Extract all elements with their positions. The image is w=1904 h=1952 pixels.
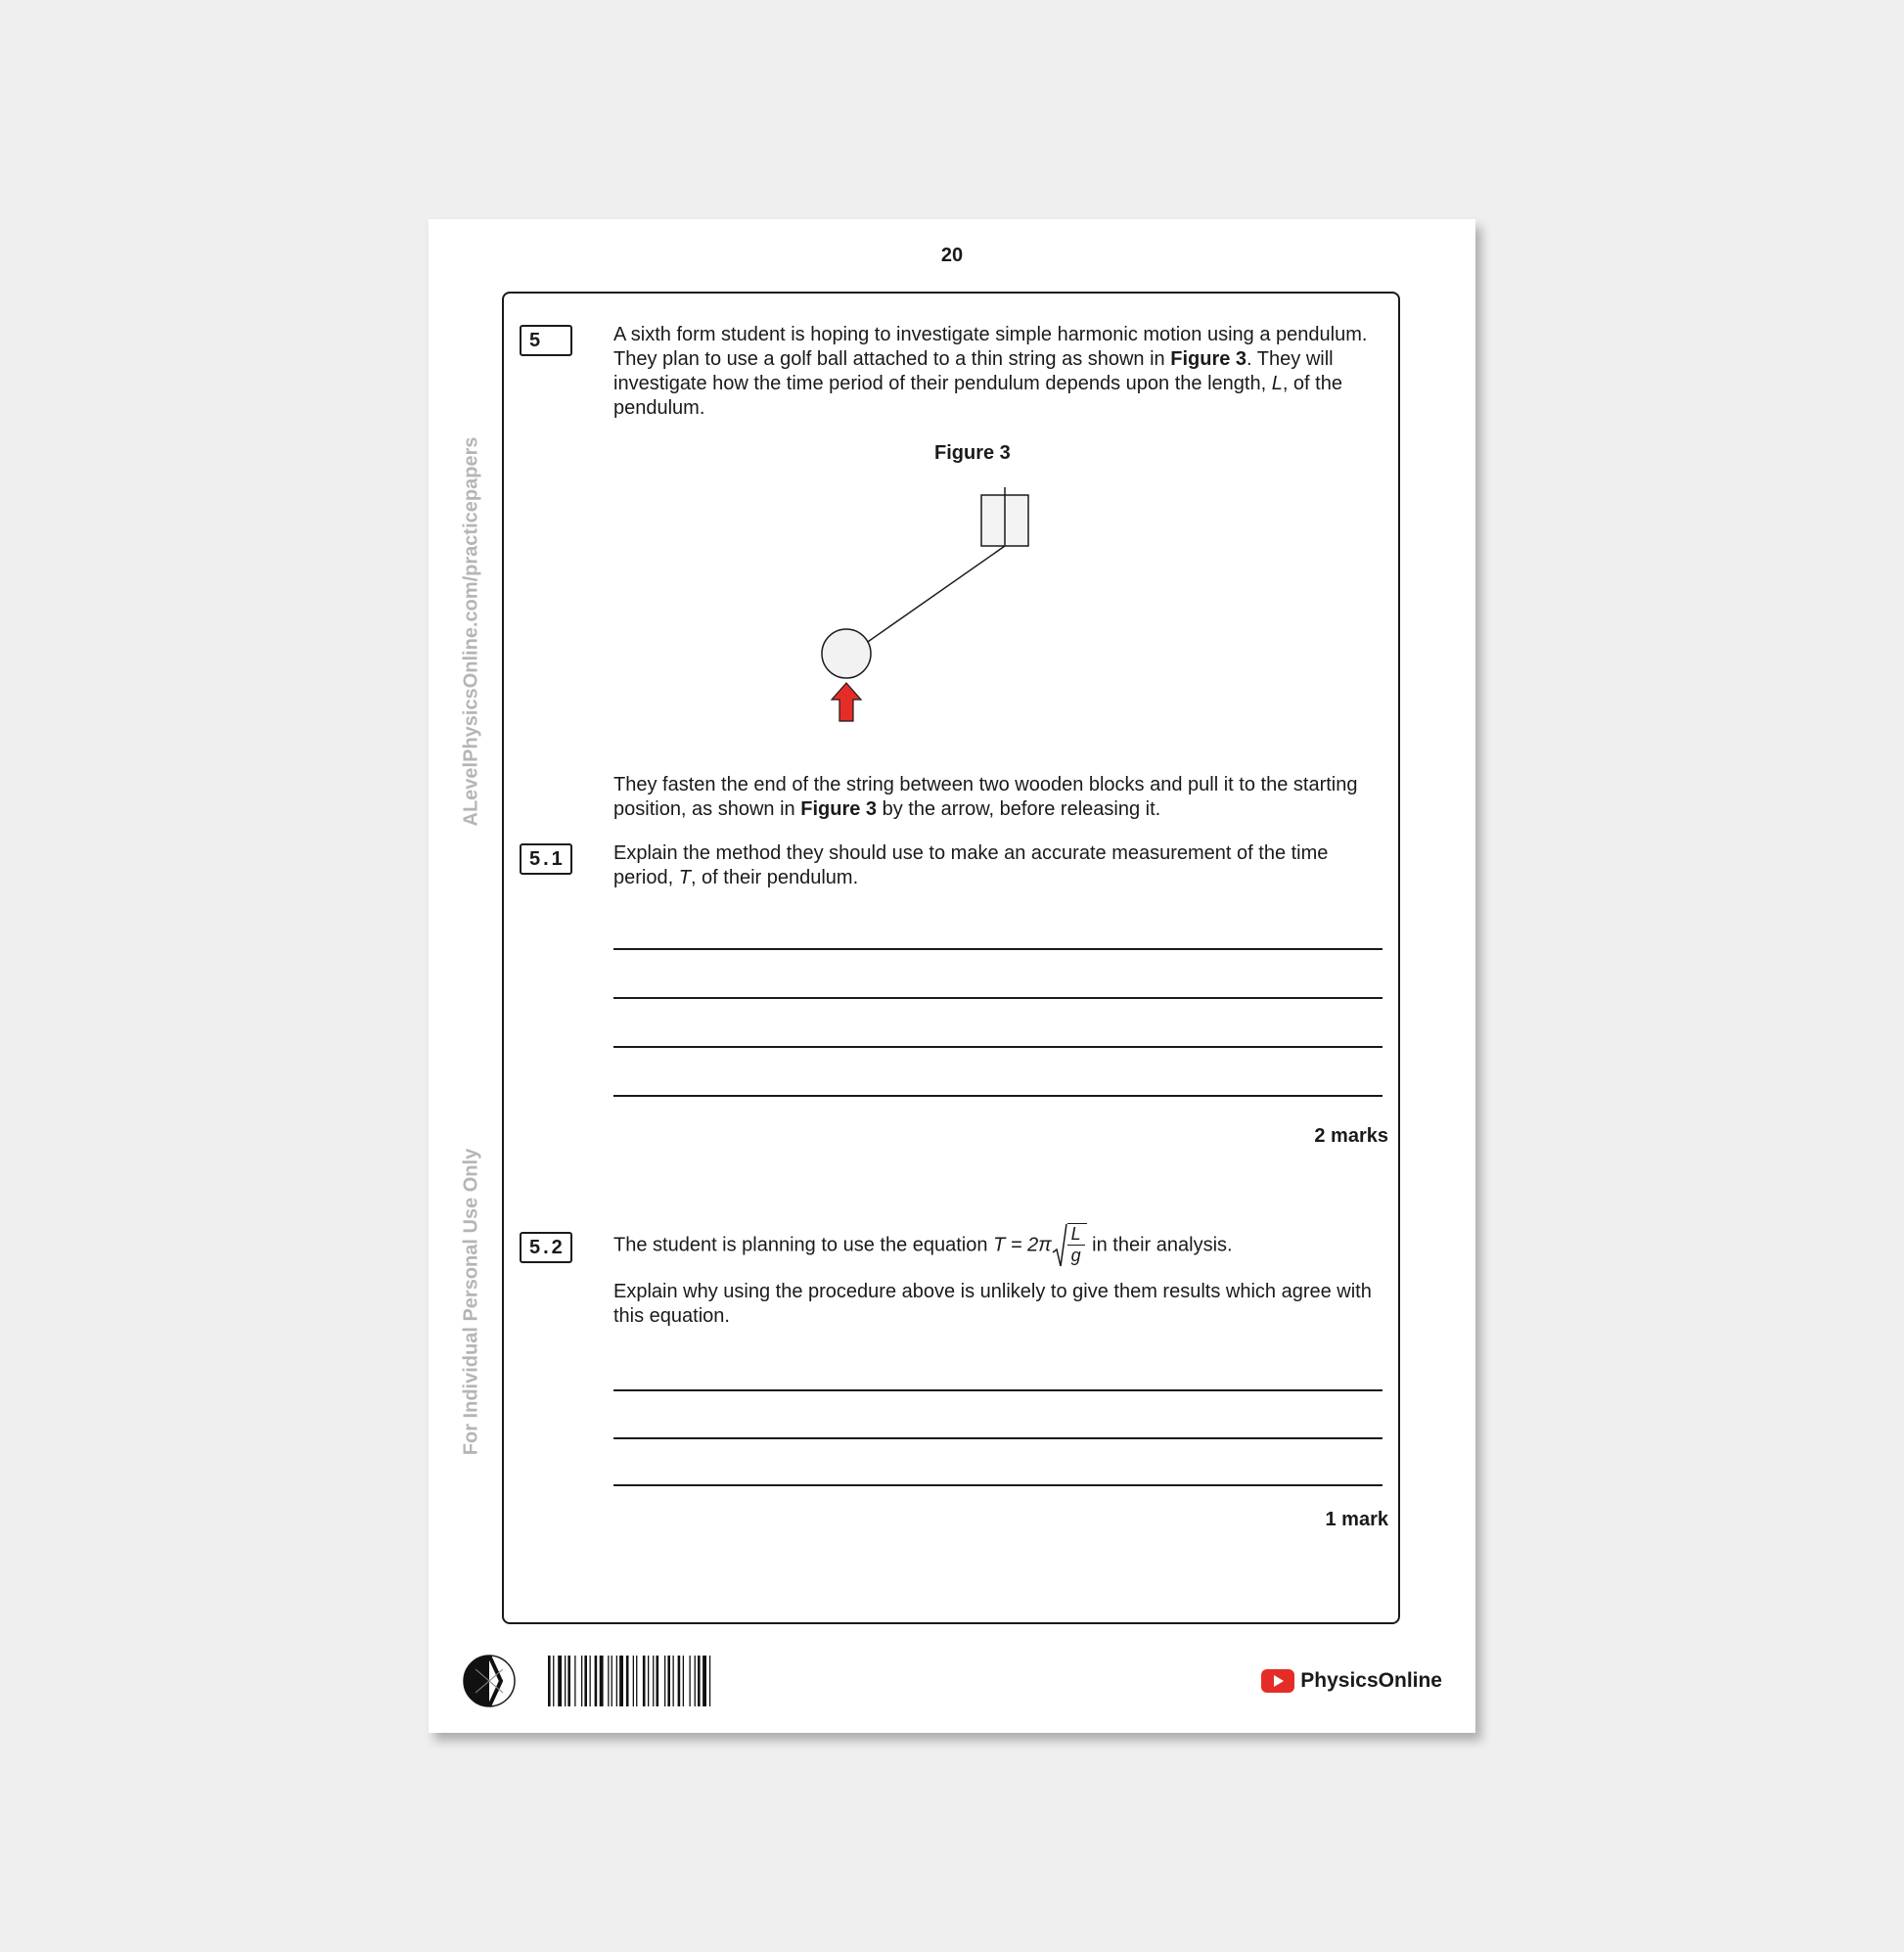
intro-figure-ref: Figure 3 bbox=[1170, 348, 1247, 370]
answer-line[interactable] bbox=[613, 1046, 1383, 1048]
q52-text-before-eq: The student is planning to use the equation bbox=[613, 1234, 994, 1256]
brand-name: PhysicsOnline bbox=[1300, 1669, 1442, 1692]
answer-line[interactable] bbox=[613, 997, 1383, 999]
page-number: 20 bbox=[940, 245, 964, 266]
figure-title: Figure 3 bbox=[934, 442, 1011, 464]
answer-line[interactable] bbox=[613, 1389, 1383, 1391]
side-watermark-url: ALevelPhysicsOnline.com/practicepapers bbox=[460, 436, 482, 827]
pendulum-figure bbox=[758, 479, 1052, 812]
intro-text-1: A sixth form student is hoping to investigate simple harmonic motion using a pendulum. They plan to use a golf ball attached to a thin string as shown in bbox=[613, 324, 1368, 370]
brand-logo bbox=[1261, 1669, 1442, 1693]
question-5-1-text bbox=[613, 841, 1386, 890]
after-figure-text-1: They fasten the end of the string between two wooden blocks and pull it to the starting position, as shown in bbox=[613, 774, 1358, 820]
fraction-numerator: L bbox=[1067, 1224, 1085, 1246]
question-number-box: 5 bbox=[520, 325, 572, 356]
equation-lhs: T = 2π bbox=[993, 1234, 1052, 1256]
question-5-2-box: 5.2 bbox=[520, 1232, 572, 1263]
answer-line[interactable] bbox=[613, 1095, 1383, 1097]
radical-sign-icon bbox=[1052, 1223, 1067, 1268]
barcode-icon bbox=[548, 1656, 769, 1706]
exam-page bbox=[429, 219, 1475, 1733]
intro-text-2: . They will investigate how the time period of their pendulum depends upon the length, bbox=[613, 348, 1334, 394]
q51-text-1: Explain the method they should use to make an accurate measurement of the time period, bbox=[613, 842, 1329, 888]
after-figure-ref: Figure 3 bbox=[800, 798, 878, 820]
after-figure-text-2: by the arrow, before releasing it. bbox=[877, 798, 1161, 820]
square-root bbox=[1052, 1223, 1087, 1268]
fraction-denominator: g bbox=[1070, 1246, 1081, 1265]
q51-variable: T bbox=[678, 867, 691, 888]
question-intro bbox=[613, 323, 1386, 421]
answer-line[interactable] bbox=[613, 1437, 1383, 1439]
question-5-2-text: Explain why using the procedure above is unlikely to give them results which agree with this equation. bbox=[613, 1281, 1372, 1327]
pendulum-string bbox=[865, 546, 1005, 644]
question-5-2-equation-line bbox=[613, 1223, 1386, 1268]
intro-text-3: , of the pendulum. bbox=[613, 373, 1342, 419]
youtube-icon bbox=[1261, 1669, 1294, 1693]
exam-logo-icon bbox=[462, 1654, 517, 1708]
answer-line[interactable] bbox=[613, 1484, 1383, 1486]
equation-fraction bbox=[1067, 1224, 1085, 1266]
marks-5-2: 1 mark bbox=[1325, 1509, 1388, 1530]
answer-line[interactable] bbox=[613, 948, 1383, 950]
golf-ball bbox=[822, 629, 871, 678]
after-figure-text bbox=[613, 773, 1386, 822]
marks-5-1: 2 marks bbox=[1314, 1125, 1388, 1147]
question-frame bbox=[502, 292, 1400, 1624]
side-watermark-usage: For Individual Personal Use Only bbox=[460, 1148, 482, 1456]
arrow-icon bbox=[832, 683, 861, 721]
intro-variable: L bbox=[1271, 373, 1283, 394]
q51-text-2: , of their pendulum. bbox=[690, 867, 859, 888]
q52-text-after-eq: in their analysis. bbox=[1086, 1234, 1233, 1256]
question-5-1-box: 5.1 bbox=[520, 843, 572, 875]
